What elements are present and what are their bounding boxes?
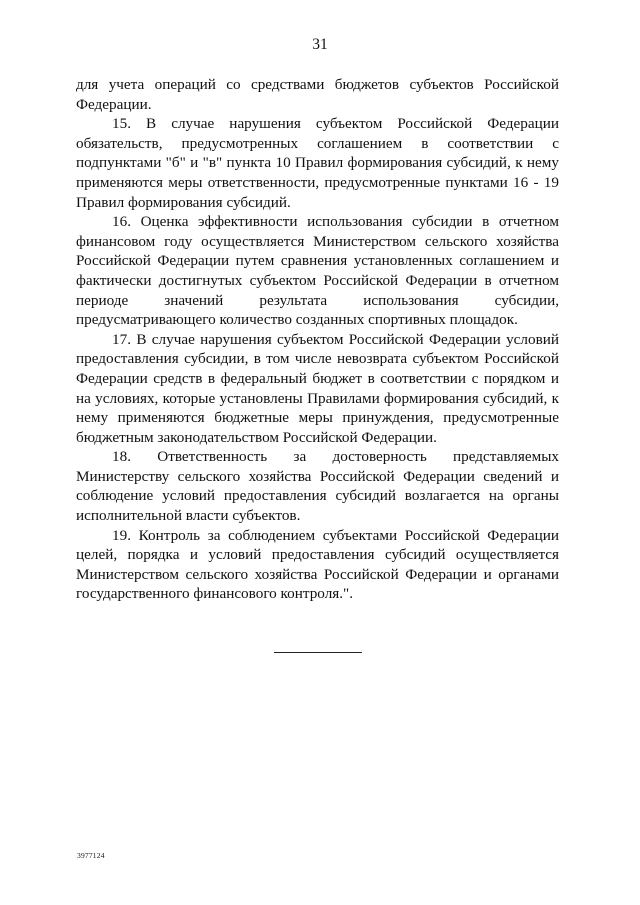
paragraph-item-15: 15. В случае нарушения субъектом Российской Федерации обязательств, предусмотренных соглашением в соответствии с подпунктами "б" и "в" пункта 10 Правил формирования субсидий, к нему применяются меры ответственности, предусмотренные пунктами 16 - 19 Правил формирования субсидий. bbox=[76, 115, 559, 211]
document-code: 3977124 bbox=[77, 851, 105, 860]
page-number: 31 bbox=[312, 36, 328, 53]
paragraph-item-17: 17. В случае нарушения субъектом Российской Федерации условий предоставления субсидии, в том числе невозврата субъектом Российской Федерации средств в федеральный бюджет в соответствии с порядком и на условиях, которые установлены Правилами формирования субсидий, к нему применяются бюджетные меры принуждения, предусмотренные бюджетным законодательством Российской Федерации. bbox=[76, 330, 559, 446]
end-separator-line bbox=[274, 652, 362, 653]
paragraph-item-16: 16. Оценка эффективности использования субсидии в отчетном финансовом году осуществляется Министерством сельского хозяйства Российской Федерации путем сравнения установленных соглашением и фактически достигнутых субъектом Российской Федерации в отчетном периоде значений результата использования субсидии, предусматривающего количество созданных спортивных площадок. bbox=[76, 213, 559, 329]
paragraph-item-19: 19. Контроль за соблюдением субъектами Российской Федерации целей, порядка и условий предоставления субсидий осуществляется Министерством сельского хозяйства Российской Федерации и органами государственного финансового контроля.". bbox=[76, 526, 559, 603]
document-body bbox=[76, 75, 559, 604]
paragraph-item-18: 18. Ответственность за достоверность представляемых Министерству сельского хозяйства Российской Федерации сведений и соблюдение условий предоставления субсидий возлагается на органы исполнительной власти субъектов. bbox=[76, 448, 559, 525]
paragraph-continuation: для учета операций со средствами бюджетов субъектов Российской Федерации. bbox=[76, 76, 559, 113]
